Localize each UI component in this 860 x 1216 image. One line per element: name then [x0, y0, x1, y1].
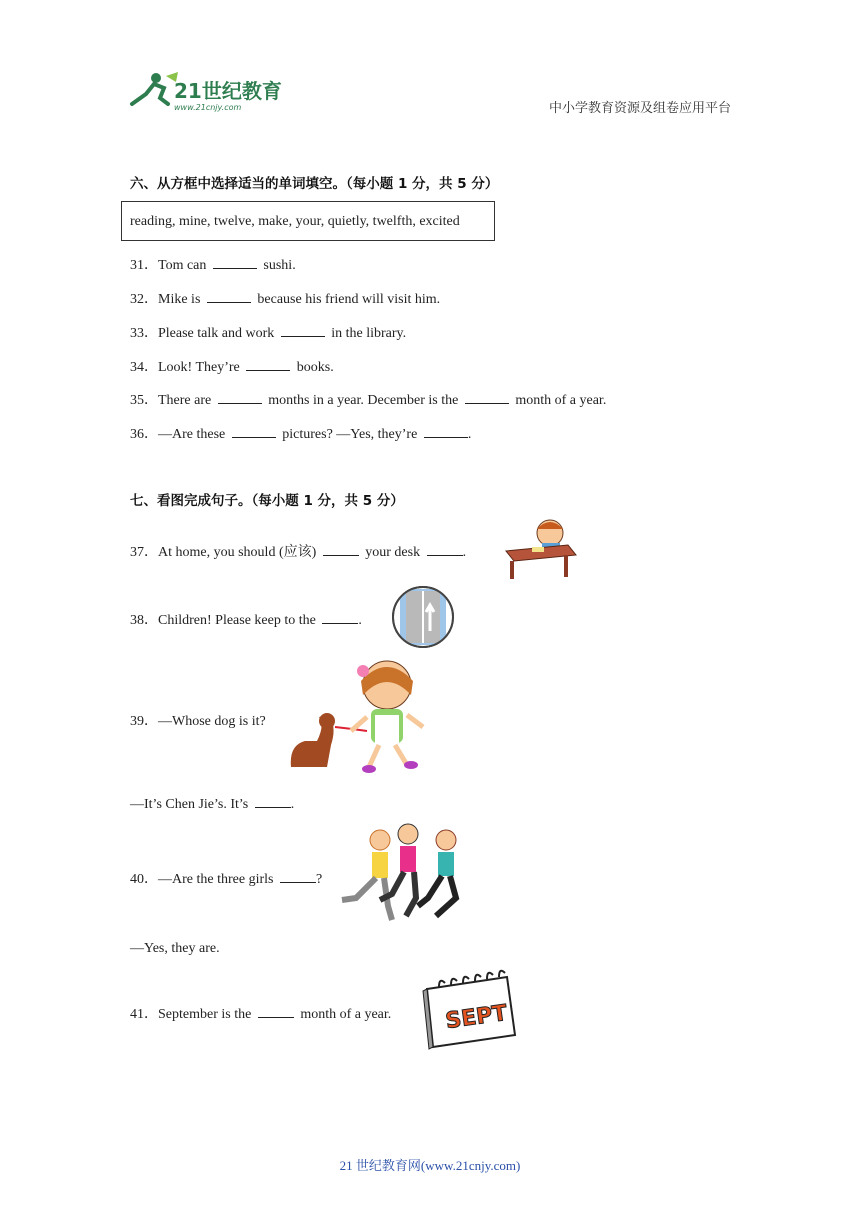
question-40: 40．—Are the three girls ?: [130, 872, 323, 887]
question-39: 39．—Whose dog is it?: [130, 714, 266, 729]
answer-blank[interactable]: [424, 425, 468, 438]
answer-blank[interactable]: [255, 795, 291, 808]
logo-url: www.21cnjy.com: [174, 103, 242, 112]
answer-blank[interactable]: [246, 358, 290, 371]
answer-blank[interactable]: [207, 290, 251, 303]
answer-40: —Yes, they are.: [130, 941, 220, 956]
calendar-image: [421, 969, 517, 1051]
calendar-month-text: SEPT: [443, 1000, 509, 1035]
keep-right-sign-image: [390, 585, 456, 649]
section-6-title: 六、从方框中选择适当的单词填空。（每小题 1 分，共 5 分）: [130, 176, 499, 192]
platform-caption: 中小学教育资源及组卷应用平台: [549, 101, 732, 116]
answer-blank[interactable]: [213, 256, 257, 269]
word-box: reading, mine, twelve, make, your, quietly, twelfth, excited: [121, 201, 495, 241]
question-35: 35．There are months in a year. December is the month of a year.: [130, 393, 607, 408]
footer-source: 21 世纪教育网(www.21cnjy.com): [339, 1158, 521, 1173]
three-girls-running-image: [336, 820, 472, 928]
answer-blank[interactable]: [323, 543, 359, 556]
answer-blank[interactable]: [218, 391, 262, 404]
girl-with-dog-image: [283, 655, 429, 779]
logo-text: 21世纪教育: [174, 79, 282, 103]
question-34: 34．Look! They’re books.: [130, 360, 334, 375]
answer-blank[interactable]: [322, 611, 358, 624]
answer-39: —It’s Chen Jie’s. It’s .: [130, 797, 295, 812]
question-36: 36．—Are these pictures? —Yes, they’re .: [130, 427, 472, 442]
question-33: 33．Please talk and work in the library.: [130, 326, 407, 341]
question-41: 41．September is the month of a year.: [130, 1007, 392, 1022]
answer-blank[interactable]: [427, 543, 463, 556]
question-31: 31．Tom can sushi.: [130, 258, 296, 273]
answer-blank[interactable]: [258, 1005, 294, 1018]
boy-cleaning-desk-image: [502, 515, 580, 581]
answer-blank[interactable]: [465, 391, 509, 404]
question-37: 37．At home, you should (应该) your desk .: [130, 545, 467, 560]
question-38: 38．Children! Please keep to the .: [130, 613, 362, 628]
answer-blank[interactable]: [280, 870, 316, 883]
question-32: 32．Mike is because his friend will visit him.: [130, 292, 441, 307]
answer-blank[interactable]: [232, 425, 276, 438]
site-logo: [122, 68, 292, 114]
section-7-title: 七、看图完成句子。（每小题 1 分，共 5 分）: [130, 493, 404, 509]
runner-icon: [132, 72, 178, 104]
answer-blank[interactable]: [281, 324, 325, 337]
